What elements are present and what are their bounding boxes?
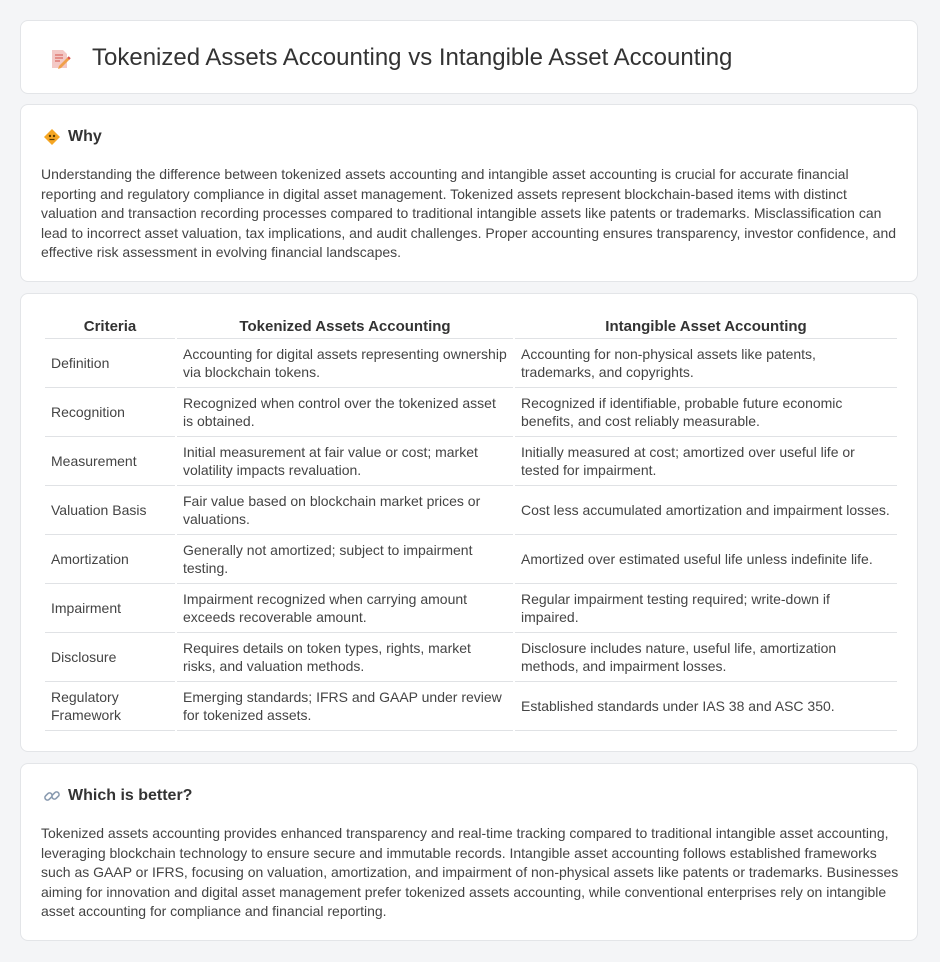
table-row [45,535,897,584]
comparison-table [43,314,899,731]
intangible-cell: Accounting for non-physical assets like patents, trademarks, and copyrights. [515,339,897,388]
why-heading [43,126,102,148]
criteria-cell: Impairment [45,584,175,633]
which-is-better-section [20,763,918,941]
tokenized-cell: Impairment recognized when carrying amount exceeds recoverable amount. [177,584,513,633]
link-icon [43,787,61,805]
criteria-cell: Valuation Basis [45,486,175,535]
table-header-row [45,314,897,339]
why-heading-label: Why [68,128,102,145]
why-text: Understanding the difference between tokenized assets accounting and intangible asset accounting is crucial for accurate financial reporting and regulatory compliance in digital asset management. Tokenized assets represent blockchain-based items with distinct valuation and transaction recording processes compared to traditional intangible assets like patents or trademarks. Misclassification can lead to incorrect asset valuation, tax implications, and audit challenges. Proper accounting ensures transparency, investor confidence, and effective risk assessment in evolving financial landscapes. [41,166,897,261]
criteria-cell: Regulatory Framework [45,682,175,731]
intangible-cell: Initially measured at cost; amortized over useful life or tested for impairment. [515,437,897,486]
column-header-intangible: Intangible Asset Accounting [515,314,897,339]
better-heading [43,785,192,807]
criteria-cell: Recognition [45,388,175,437]
warning-diamond-icon [43,128,61,146]
column-header-criteria: Criteria [45,314,175,339]
intangible-cell: Regular impairment testing required; write-down if impaired. [515,584,897,633]
table-row [45,584,897,633]
criteria-cell: Measurement [45,437,175,486]
column-header-tokenized: Tokenized Assets Accounting [177,314,513,339]
why-section [20,104,918,282]
header-card [20,20,918,94]
intangible-cell: Recognized if identifiable, probable future economic benefits, and cost reliably measurable. [515,388,897,437]
tokenized-cell: Fair value based on blockchain market prices or valuations. [177,486,513,535]
criteria-cell: Disclosure [45,633,175,682]
table-row [45,486,897,535]
table-row [45,437,897,486]
criteria-cell: Amortization [45,535,175,584]
tokenized-cell: Initial measurement at fair value or cost; market volatility impacts revaluation. [177,437,513,486]
tokenized-cell: Emerging standards; IFRS and GAAP under review for tokenized assets. [177,682,513,731]
comparison-table-card [20,293,918,752]
tokenized-cell: Accounting for digital assets representing ownership via blockchain tokens. [177,339,513,388]
criteria-cell: Definition [45,339,175,388]
better-heading-label: Which is better? [68,787,193,804]
intangible-cell: Established standards under IAS 38 and ASC 350. [515,682,897,731]
table-row [45,682,897,731]
intangible-cell: Amortized over estimated useful life unless indefinite life. [515,535,897,584]
document-edit-icon [48,47,72,71]
table-row [45,388,897,437]
page-title: Tokenized Assets Accounting vs Intangible Asset Accounting [92,44,733,71]
intangible-cell: Disclosure includes nature, useful life, amortization methods, and impairment losses. [515,633,897,682]
tokenized-cell: Requires details on token types, rights, market risks, and valuation methods. [177,633,513,682]
tokenized-cell: Recognized when control over the tokenized asset is obtained. [177,388,513,437]
better-text: Tokenized assets accounting provides enhanced transparency and real-time tracking compared to traditional intangible asset accounting, leveraging blockchain technology to ensure secure and immutable records. Intangible asset accounting follows established frameworks such as GAAP or IFRS, focusing on valuation, amortization, and impairment of non-physical assets like patents or trademarks. Businesses aiming for innovation and digital asset management prefer tokenized assets accounting, while conventional enterprises rely on intangible asset accounting for compliance and financial reporting. [41,825,899,920]
intangible-cell: Cost less accumulated amortization and impairment losses. [515,486,897,535]
tokenized-cell: Generally not amortized; subject to impairment testing. [177,535,513,584]
table-row [45,339,897,388]
table-row [45,633,897,682]
